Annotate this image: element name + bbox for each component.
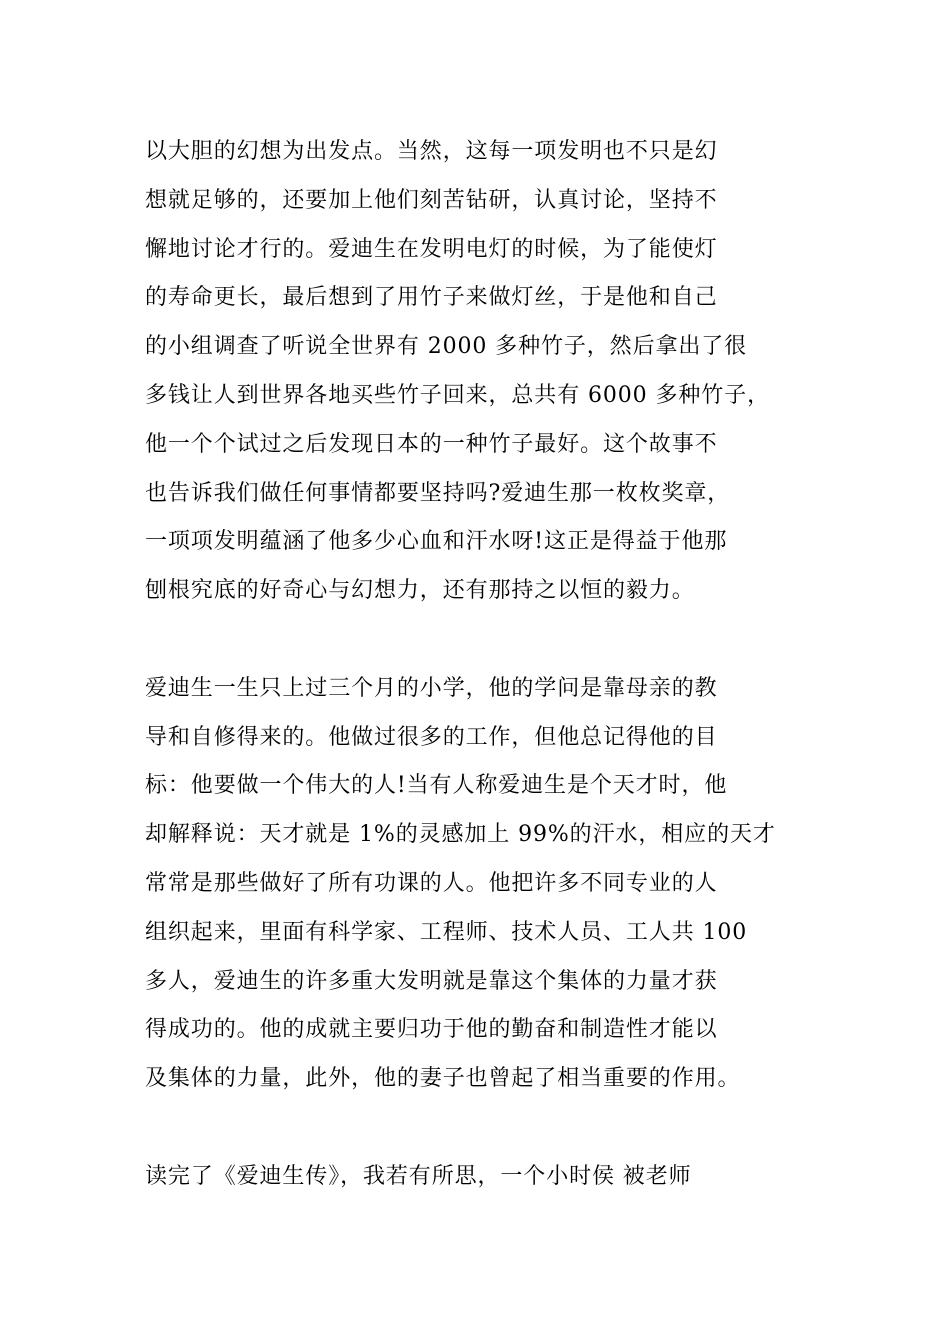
text-line: 多钱让人到世界各地买些竹子回来，总共有 6000 多种竹子，: [145, 382, 770, 408]
text-line: 读完了《爱迪生传》，我若有所思，一个小时侯 被老师: [145, 1163, 692, 1189]
text-line: 得成功的。他的成就主要归功于他的勤奋和制造性才能以: [145, 1017, 718, 1043]
text-line: 常常是那些做好了所有功课的人。他把许多不同专业的人: [145, 870, 718, 896]
text-line: 组织起来，里面有科学家、工程师、技术人员、工人共 100: [145, 919, 748, 945]
text-line: 他一个个试过之后发现日本的一种竹子最好。这个故事不: [145, 431, 718, 457]
text-line: 却解释说：天才就是 1%的灵感加上 99%的汗水，相应的天才: [145, 822, 776, 848]
text-line: 爱迪生一生只上过三个月的小学，他的学问是靠母亲的教: [145, 675, 718, 701]
paragraph-edison-inventions: [145, 128, 825, 616]
paragraph-reflection: [145, 1153, 825, 1202]
text-line: 的寿命更长，最后想到了用竹子来做灯丝，于是他和自己: [145, 285, 718, 311]
document-body: [145, 128, 825, 1202]
text-line: 多人，爱迪生的许多重大发明就是靠这个集体的力量才获: [145, 968, 718, 994]
text-line: 以大胆的幻想为出发点。当然，这每一项发明也不只是幻: [145, 139, 718, 164]
text-line: 标：他要做一个伟大的人!当有人称爱迪生是个天才时，他: [145, 773, 728, 799]
text-line: 的小组调查了听说全世界有 2000 多种竹子，然后拿出了很: [145, 334, 748, 360]
text-line: 想就足够的，还要加上他们刻苦钻研，认真讨论，坚持不: [145, 187, 718, 213]
paragraph-edison-life: [145, 665, 825, 1104]
text-line: 一项项发明蕴涵了他多少心血和汗水呀!这正是得益于他那: [145, 529, 728, 555]
text-line: 懈地讨论才行的。爱迪生在发明电灯的时候，为了能使灯: [145, 236, 718, 262]
text-line: 也告诉我们做任何事情都要坚持吗?爱迪生那一枚枚奖章，: [145, 480, 731, 506]
text-line: 及集体的力量，此外，他的妻子也曾起了相当重要的作用。: [145, 1066, 741, 1092]
text-line: 导和自修得来的。他做过很多的工作，但他总记得他的目: [145, 724, 718, 750]
text-line: 刨根究底的好奇心与幻想力，还有那持之以恒的毅力。: [145, 578, 695, 604]
